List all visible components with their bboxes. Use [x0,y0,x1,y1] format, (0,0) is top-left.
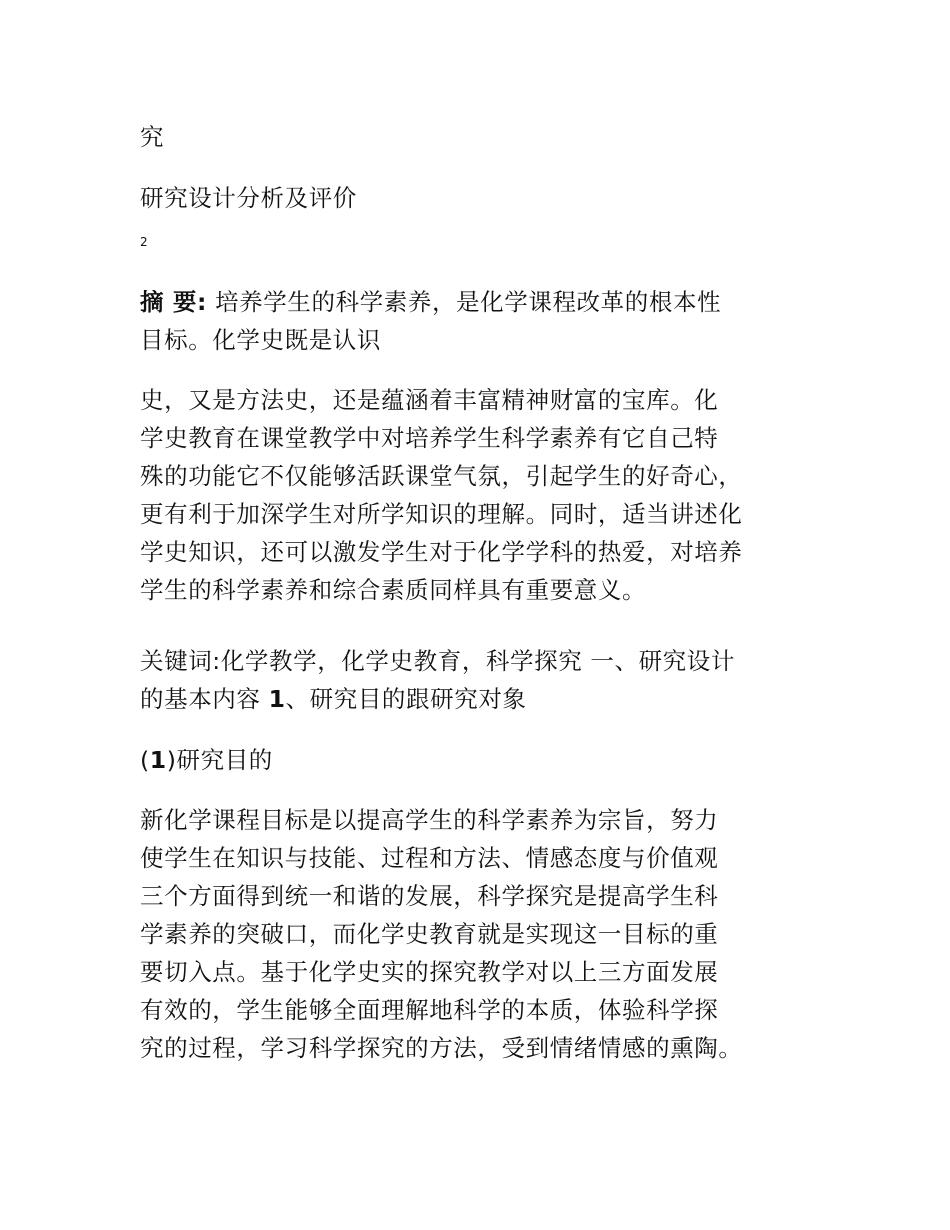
body-line: 殊的功能它不仅能够活跃课堂气氛，引起学生的好奇心， [140,462,743,490]
body-line: 学素养的突破口，而化学史教育就是实现这一目标的重 [140,920,719,948]
page-number: 2 [140,235,149,249]
section-number: 1 [268,685,286,713]
document-title: 研究设计分析及评价 [140,184,357,212]
keywords-line: 关键词:化学教学，化学史教育，科学探究 一、研究设计 [140,647,735,675]
subsection-number: 1 [149,746,167,774]
body-line: 学史教育在课堂教学中对培养学生科学素养有它自己特 [140,424,719,452]
abstract-text: 培养学生的科学素养，是化学课程改革的根本性 [215,288,722,316]
abstract-paragraph [140,283,721,359]
body-line: 新化学课程目标是以提高学生的科学素养为宗旨，努力 [140,806,719,834]
body-line: 三个方面得到统一和谐的发展，科学探究是提高学生科 [140,882,719,910]
subsection-title: )研究目的 [166,746,273,774]
body-line: 有效的，学生能够全面理解地科学的本质，体验科学探 [140,996,719,1024]
section-heading-text: 的基本内容 [140,685,269,713]
goal-body [140,801,743,1067]
heading-fragment: 究 [140,123,165,151]
body-line: 史，又是方法史，还是蕴涵着丰富精神财富的宝库。化 [140,386,719,414]
body-line: 更有利于加深学生对所学知识的理解。同时，适当讲述化 [140,500,743,528]
abstract-body [140,381,743,609]
body-line: 学生的科学素养和综合素质同样具有重要意义。 [140,576,647,604]
subsection-heading [140,741,273,779]
keywords-paragraph [140,642,735,718]
abstract-line: 目标。化学史既是认识 [140,326,381,354]
body-line: 学史知识，还可以激发学生对于化学学科的热爱，对培养 [140,538,743,566]
section-heading-text: 、研究目的跟研究对象 [285,685,527,713]
paren-open: ( [140,746,150,774]
body-line: 使学生在知识与技能、过程和方法、情感态度与价值观 [140,844,719,872]
abstract-label: 摘 要: [140,288,207,316]
section-heading [140,680,735,718]
abstract-line [140,283,721,321]
body-line: 要切入点。基于化学史实的探究教学对以上三方面发展 [140,958,719,986]
body-line: 究的过程，学习科学探究的方法，受到情绪情感的熏陶。 [140,1034,743,1062]
